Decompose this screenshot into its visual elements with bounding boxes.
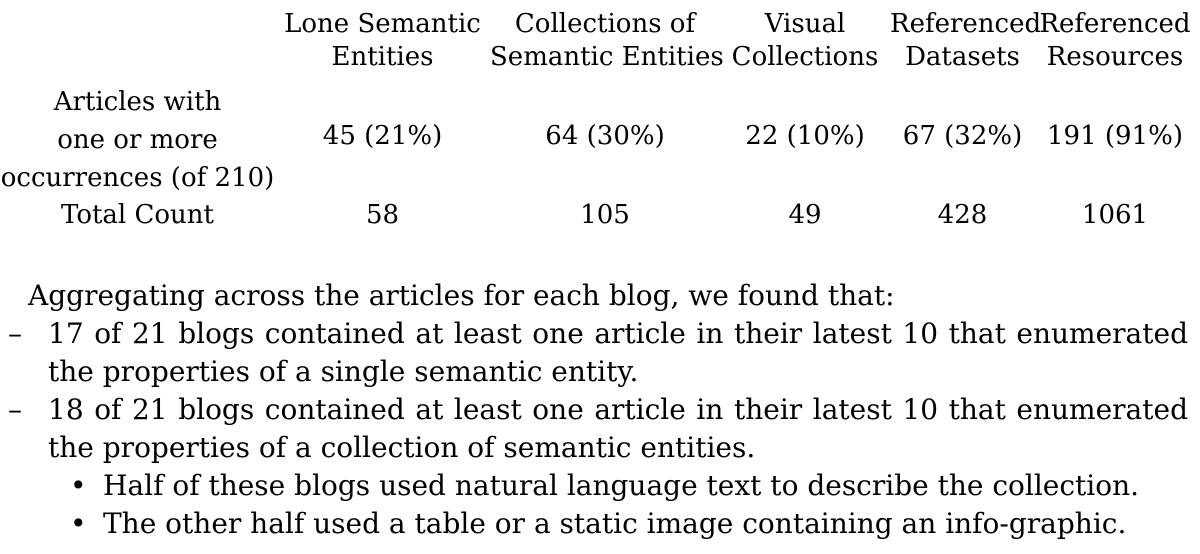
dash-list-item-17-of-21 <box>0 315 1200 391</box>
row-label-articles-with-occurrences <box>0 74 275 197</box>
row-label-total-count: Total Count <box>61 200 214 230</box>
intro-paragraph: Aggregating across the articles for each blog, we found that: <box>28 279 895 312</box>
column-header-visual-collections <box>720 8 890 74</box>
column-header-referenced-resources <box>1035 8 1195 74</box>
column-header-line: Referenced <box>1039 9 1191 39</box>
dash-marker: – <box>8 317 22 350</box>
table-cell-occurrences-datasets: 67 (32%) <box>902 120 1023 151</box>
bullet-list-item-half-natural-language <box>0 467 1200 505</box>
column-header-line: Collections of <box>514 9 696 39</box>
bullet-item-text: The other half used a table or a static image containing an info-graphic. <box>103 507 1127 540</box>
table-cell-occurrences-visual: 22 (10%) <box>745 120 865 151</box>
bullet-marker: • <box>70 507 87 540</box>
dash-item-text: 17 of 21 blogs contained at least one article in their latest 10 that enumerated the properties of a single semantic entity. <box>48 317 1188 388</box>
table-cell-total-collections: 105 <box>580 200 630 230</box>
body-text <box>0 277 1200 543</box>
table-cell-occurrences-resources: 191 (91%) <box>1047 120 1183 151</box>
table-cell-total-visual: 49 <box>788 200 822 230</box>
row-label-line: Articles with <box>53 87 222 117</box>
row-label-line: one or more <box>57 125 218 155</box>
table-cell-occurrences-collections: 64 (30%) <box>545 120 665 151</box>
table-cell-total-lone-semantic: 58 <box>365 200 400 230</box>
column-header-line: Semantic Entities <box>490 42 724 72</box>
column-header-line: Datasets <box>905 42 1020 72</box>
table-cell-occurrences-lone-semantic: 45 (21%) <box>322 120 443 151</box>
column-header-line: Resources <box>1046 42 1184 72</box>
dash-item-text: 18 of 21 blogs contained at least one article in their latest 10 that enumerated the properties of a collection of semantic entities. <box>48 393 1188 464</box>
dash-marker: – <box>8 393 22 426</box>
bullet-marker: • <box>70 469 87 502</box>
column-header-lone-semantic-entities <box>275 8 490 74</box>
column-header-collections-of-semantic-entities <box>490 8 724 74</box>
table-corner-cell <box>0 8 275 74</box>
bullet-item-text: Half of these blogs used natural language text to describe the collection. <box>103 469 1140 502</box>
results-table <box>0 8 1200 233</box>
column-header-line: Lone Semantic <box>284 9 481 39</box>
column-header-line: Entities <box>331 42 434 72</box>
table-cell-total-resources: 1061 <box>1081 200 1149 230</box>
row-label-line: occurrences (of 210) <box>0 163 275 193</box>
dash-list-item-18-of-21 <box>0 391 1200 467</box>
column-header-line: Visual <box>764 9 846 39</box>
table-cell-total-datasets: 428 <box>937 200 988 230</box>
bullet-list-item-other-half-table-image <box>0 505 1200 543</box>
column-header-line: Referenced <box>890 9 1042 39</box>
column-header-line: Collections <box>731 42 879 72</box>
column-header-referenced-datasets <box>890 8 1042 74</box>
